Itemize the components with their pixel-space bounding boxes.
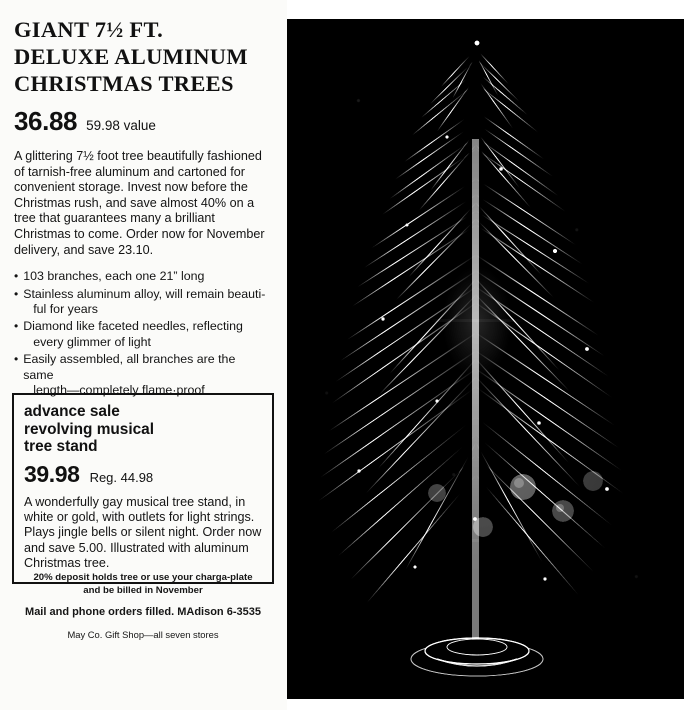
list-item-label	[23, 319, 268, 350]
advance-sale-price-row	[24, 461, 262, 488]
advance-sale-title-line-1: advance sale	[24, 403, 120, 420]
bullet-dot-icon: •	[14, 286, 19, 301]
list-item-label	[23, 352, 268, 398]
original-price-value: 59.98 value	[86, 118, 156, 133]
list-item-label	[23, 287, 268, 318]
advance-sale-box	[12, 393, 274, 584]
list-item-line-2: every glimmer of light	[33, 334, 151, 349]
fine-print-line-1: 20% deposit holds tree or use your charga-plate	[33, 572, 253, 583]
advance-sale-title-line-2: revolving musical	[24, 420, 155, 438]
product-description: A glittering 7½ foot tree beautifully fashioned of tarnish-free aluminum and cartoned for convenient storage. Invest now before the Christmas rush, and save almost 40% on a tree that guarantees many a brilliant Christmas to come. Order now for November delivery, and save 23.10.	[14, 149, 265, 257]
list-item	[14, 352, 268, 398]
list-item-line-1: Stainless aluminum alloy, will remain beauti-	[23, 286, 266, 301]
list-item-line-2: length—completely flame·proof	[33, 383, 205, 397]
advance-sale-regular-price: Reg. 44.98	[89, 469, 154, 485]
list-item	[14, 287, 268, 318]
list-item-line-1: Easily assembled, all branches are the same	[23, 352, 236, 382]
fine-print	[14, 572, 272, 640]
price-row	[14, 106, 275, 137]
fine-print-line-3: Mail and phone orders filled. MAdison 6-3535	[25, 606, 261, 618]
advance-sale-title-line-3: tree stand	[24, 438, 98, 455]
list-item	[14, 319, 268, 350]
list-item-label: 103 branches, each one 21” long	[23, 269, 205, 284]
aluminum-tree-illustration	[287, 19, 684, 699]
advance-sale-title	[24, 403, 262, 456]
advance-sale-price: 39.98	[24, 460, 80, 487]
page-title	[14, 16, 275, 97]
sale-price: 36.88	[14, 106, 78, 136]
fine-print-line-4: May Co. Gift Shop—all seven stores	[67, 629, 219, 640]
bullet-dot-icon: •	[14, 319, 19, 334]
headline-line-1: GIANT 7½ FT.	[14, 17, 164, 42]
headline-line-3: CHRISTMAS TREES	[14, 71, 234, 96]
bullet-dot-icon: •	[14, 352, 19, 367]
fine-print-line-2: and be billed in November	[83, 584, 203, 596]
list-item	[14, 269, 268, 284]
advance-sale-description: A wonderfully gay musical tree stand, in white or gold, with outlets for light strings. Plays jingle bells or silent night. Order now and save 5.00. Illustrated with aluminum Christmas tree.	[24, 494, 262, 571]
feature-list	[14, 269, 268, 398]
bullet-dot-icon: •	[14, 269, 19, 284]
product-photo	[287, 19, 684, 699]
headline-line-2: DELUXE ALUMINUM	[14, 44, 248, 69]
list-item-line-2: ful for years	[33, 301, 98, 316]
list-item-line-1: Diamond like faceted needles, reflecting	[23, 319, 243, 334]
